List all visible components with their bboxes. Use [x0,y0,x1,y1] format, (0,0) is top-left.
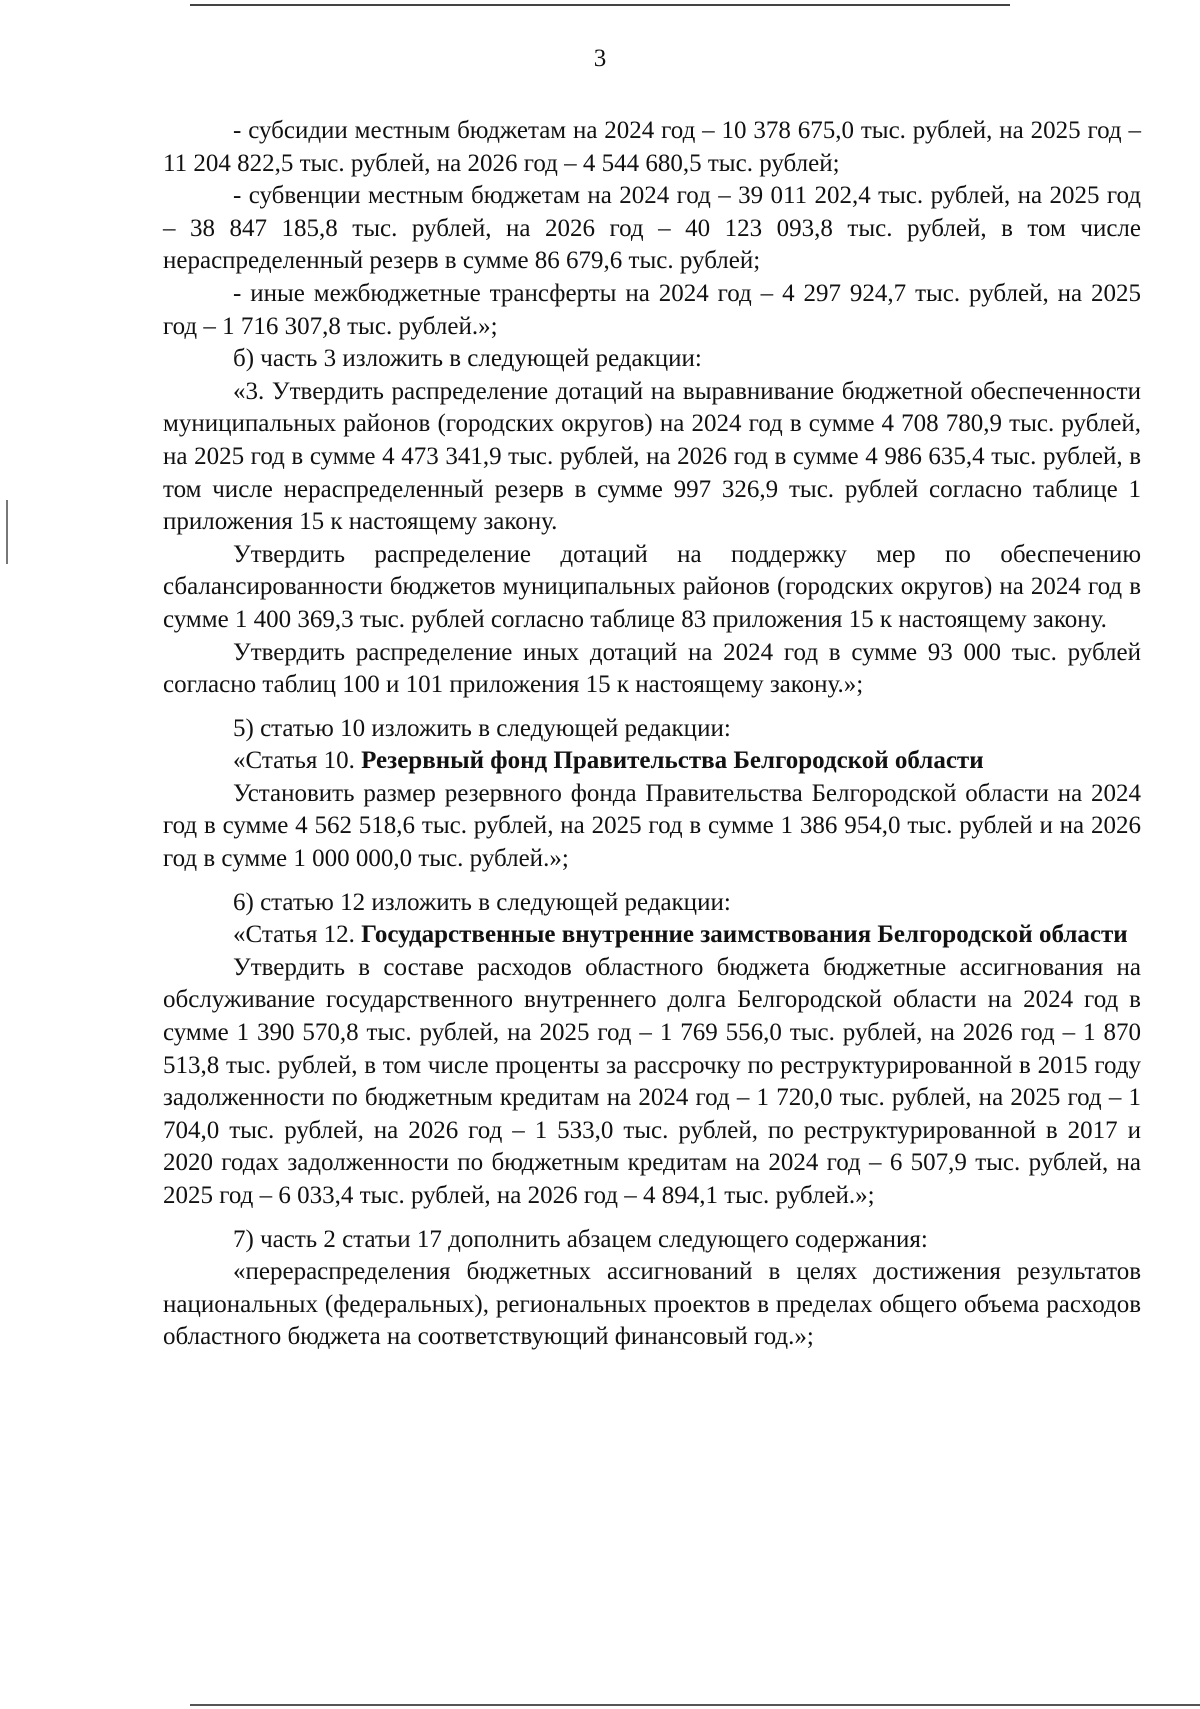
scan-edge-bottom [190,1704,1200,1706]
article10-title: Резервный фонд Правительства Белгородской области [361,747,984,775]
paragraph-article10-intro: 5) статью 10 изложить в следующей редакции: [233,714,731,742]
article10-label: «Статья 10. [233,747,362,775]
article12-heading [163,919,1141,952]
paragraph-part3-equalization: «3. Утвердить распределение дотаций на выравнивание бюджетной обеспеченности муниципальных районов (городских округов) на 2024 год в сумме 4 708 780,9 тыс. рублей, на 2025 год в сумме 4 473 341,9 тыс. рублей, на 2026 год в сумме 4 986 635,4 тыс. рублей, в том числе нераспределенный резерв в сумме 997 326,9 тыс. рублей согласно таблице 1 приложения 15 к настоящему закону. [163,377,1141,536]
paragraph-article17-addition: «перераспределения бюджетных ассигнований в целях достижения результатов национальных (федеральных), региональных проектов в пределах общего объема расходов областного бюджета на соответствующий финансовый год.»; [163,1258,1141,1351]
paragraph-subventions: - субвенции местным бюджетам на 2024 год – 39 011 202,4 тыс. рублей, на 2025 год – 38 847 185,8 тыс. рублей, на 2026 год – 40 123 093,8 тыс. рублей, в том числе нераспределенный резерв в сумме 86 679,6 тыс. рублей; [163,182,1141,275]
article12-label: «Статья 12. [233,921,362,949]
paragraph-article12-intro: 6) статью 12 изложить в следующей редакции: [233,888,731,916]
paragraph-article17-intro: 7) часть 2 статьи 17 дополнить абзацем следующего содержания: [233,1225,928,1253]
paragraph-subsidies: - субсидии местным бюджетам на 2024 год – 10 378 675,0 тыс. рублей, на 2025 год – 11 204 822,5 тыс. рублей, на 2026 год – 4 544 680,5 тыс. рублей; [163,117,1141,177]
article10-heading [163,745,1141,778]
paragraph-part3-intro: б) часть 3 изложить в следующей редакции: [233,345,702,373]
document-body [163,115,1141,1354]
article12-title: Государственные внутренние заимствования Белгородской области [361,921,1128,949]
paragraph-part3-other-grants: Утвердить распределение иных дотаций на 2024 год в сумме 93 000 тыс. рублей согласно таблиц 100 и 101 приложения 15 к настоящему закону.»; [163,638,1141,699]
page-number: 3 [593,45,607,72]
paragraph-part3-balance: Утвердить распределение дотаций на поддержку мер по обеспечению сбалансированности бюджетов муниципальных районов (городских округов) на 2024 год в сумме 1 400 369,3 тыс. рублей согласно таблице 83 приложения 15 к настоящему закону. [163,540,1141,633]
scan-edge-left [6,500,8,564]
paragraph-reserve-fund: Установить размер резервного фонда Правительства Белгородской области на 2024 год в сумме 4 562 518,6 тыс. рублей, на 2025 год в сумме 1 386 954,0 тыс. рублей и на 2026 год в сумме 1 000 000,0 тыс. рублей.»; [163,779,1141,873]
paragraph-other-transfers: - иные межбюджетные трансферты на 2024 год – 4 297 924,7 тыс. рублей, на 2025 год – 1 716 307,8 тыс. рублей.»; [163,279,1141,340]
paragraph-debt-service: Утвердить в составе расходов областного бюджета бюджетные ассигнования на обслуживание государственного внутреннего долга Белгородской области на 2024 год в сумме 1 390 570,8 тыс. рублей, на 2025 год – 1 769 556,0 тыс. рублей, на 2026 год – 1 870 513,8 тыс. рублей, в том числе проценты за рассрочку по реструктурированной в 2015 году задолженности по бюджетным кредитам на 2024 год – 1 720,0 тыс. рублей, на 2025 год – 1 704,0 тыс. рублей, на 2026 год – 1 533,0 тыс. рублей, по реструктурированной в 2017 и 2020 годах задолженности по бюджетным кредитам на 2024 год – 6 507,9 тыс. рублей, на 2025 год – 6 033,4 тыс. рублей, на 2026 год – 4 894,1 тыс. рублей.»; [163,953,1141,1209]
scan-edge-top [190,4,1010,6]
